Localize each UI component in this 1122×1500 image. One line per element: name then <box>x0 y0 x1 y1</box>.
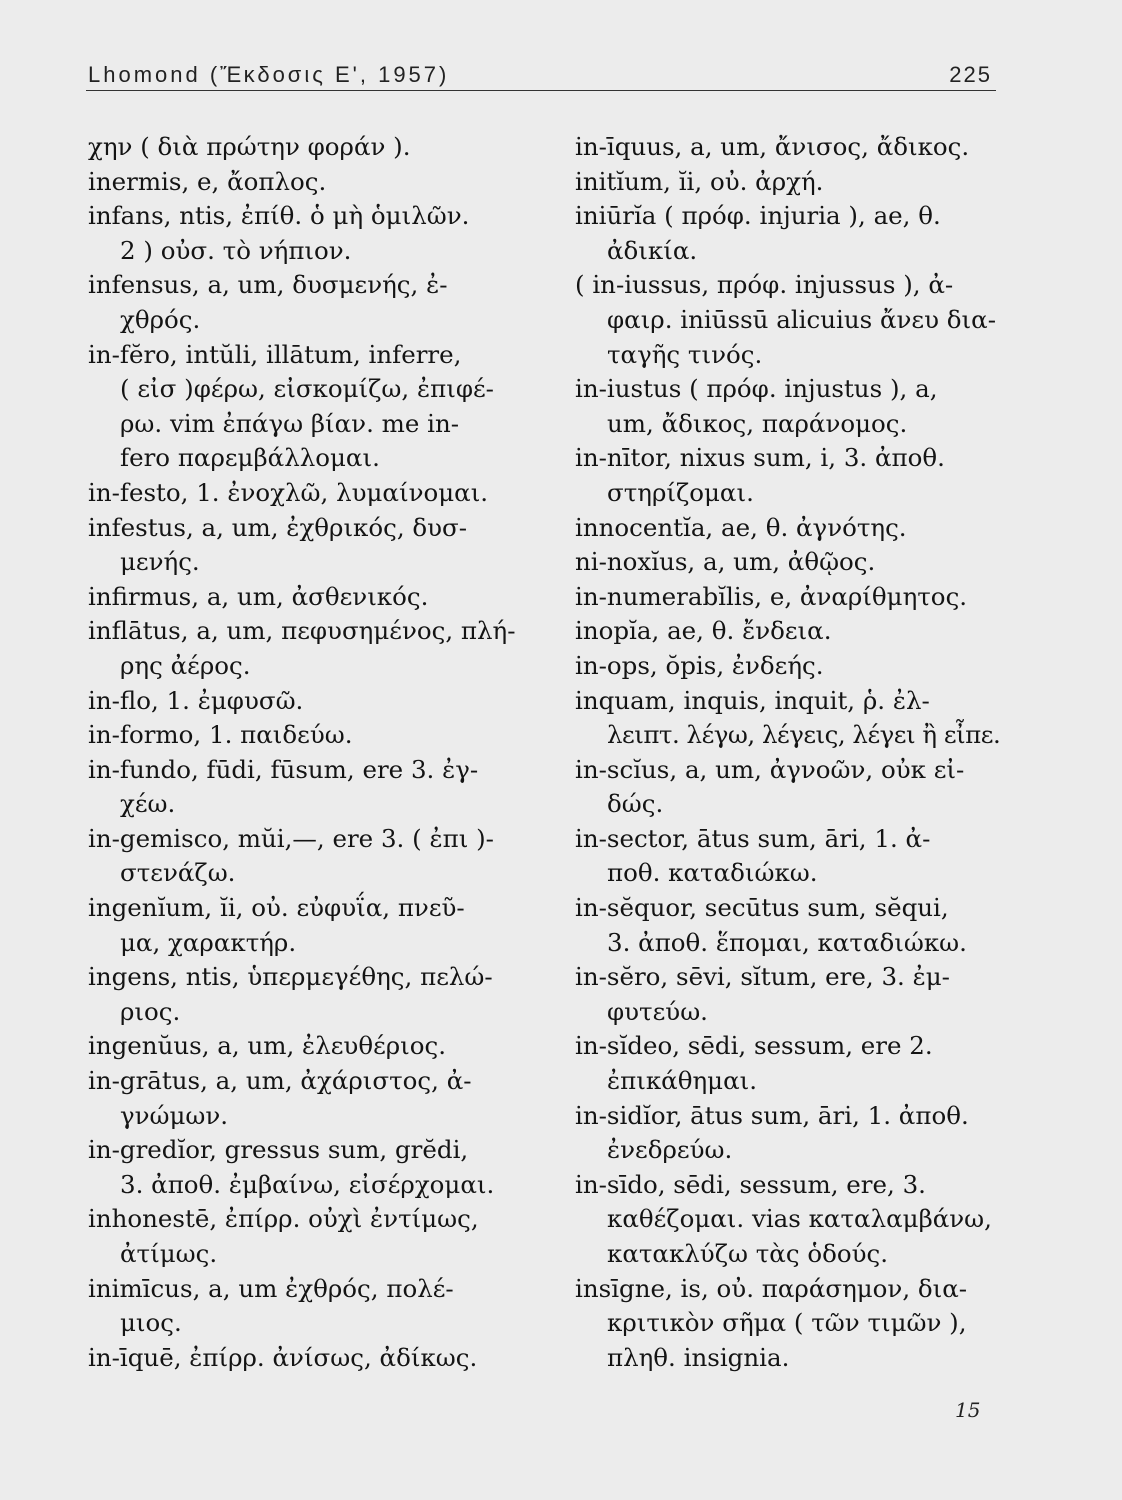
entry-line: ρης ἀέρος. <box>120 650 251 680</box>
entry-line: in-gemisco, mŭi,—, ere 3. ( ἐπι )- <box>88 823 494 853</box>
entry-line: in-īquē, ἐπίρρ. ἀνίσως, ἀδίκως. <box>88 1342 478 1372</box>
entry-line: ingens, ntis, ὑπερμεγέθης, πελώ- <box>88 962 493 992</box>
entry-line: ingenŭus, a, um, ἐλευθέριος. <box>88 1031 447 1061</box>
entry-line: infans, ntis, ἐπίθ. ὁ μὴ ὁμιλῶν. <box>88 201 470 231</box>
entry-line: in-sector, ātus sum, āri, 1. ἀ- <box>575 823 931 853</box>
entry-line: in-grātus, a, um, ἀχάριστος, ἀ- <box>88 1066 472 1096</box>
entry-line: μενής. <box>120 547 200 577</box>
entry-line: στενάζω. <box>120 858 236 888</box>
entry-line: ni-noxĭus, a, um, ἀθῷος. <box>575 547 876 577</box>
entry-line: ριος. <box>120 996 181 1026</box>
entry-line: μα, χαρακτήρ. <box>120 927 297 957</box>
entry-line: in-sĭdeo, sēdi, sessum, ere 2. <box>575 1031 933 1061</box>
entry-line: λειπτ. λέγω, λέγεις, λέγει ἢ εἶπε. <box>607 720 1001 750</box>
entry-line: in-gredĭor, gressus sum, grĕdi, <box>88 1135 469 1165</box>
entry-line: inquam, inquis, inquit, ῥ. ἐλ- <box>575 685 930 715</box>
entry-line: in-īquus, a, um, ἄνισος, ἄδικος. <box>575 132 970 161</box>
entry-line: in-sĕquor, secūtus sum, sĕqui, <box>575 893 949 923</box>
entry-line: κριτικὸν σῆμα ( τῶν τιμῶν ), <box>607 1308 967 1338</box>
running-header <box>86 58 996 91</box>
entry-line: ( in-iussus, πρόφ. injussus ), ἀ- <box>575 270 954 300</box>
left-column <box>88 130 548 1375</box>
entry-line: innocentĭa, ae, θ. ἀγνότης. <box>575 512 907 542</box>
entry-line: 2 ) οὐσ. τὸ νήπιον. <box>120 235 352 265</box>
right-column <box>575 130 1000 1375</box>
entry-line: φαιρ. iniūssū alicuius ἄνευ δια- <box>607 304 996 334</box>
entry-line: ingenĭum, ĭi, οὐ. εὐφυΐα, πνεῦ- <box>88 893 465 923</box>
entry-line: infestus, a, um, ἐχθρικός, δυσ- <box>88 512 468 542</box>
entry-line: in-nītor, nixus sum, i, 3. ἀποθ. <box>575 443 945 473</box>
entry-line: infirmus, a, um, ἀσθενικός. <box>88 581 429 611</box>
entry-line: 3. ἀποθ. ἕπομαι, καταδιώκω. <box>607 927 967 957</box>
entry-line: in-scĭus, a, um, ἀγνοῶν, οὐκ εἰ- <box>575 754 965 784</box>
entry-line: ἐπικάθημαι. <box>607 1066 758 1096</box>
entry-line: ποθ. καταδιώκω. <box>607 858 818 888</box>
entry-line: ἀτίμως. <box>120 1239 218 1268</box>
entry-line: um, ἄδικος, παράνομος. <box>607 408 908 438</box>
entry-line: in-sīdo, sēdi, sessum, ere, 3. <box>575 1169 926 1199</box>
entry-line: 3. ἀποθ. ἐμβαίνω, εἰσέρχομαι. <box>120 1169 495 1199</box>
entry-line: in-numerabĭlis, e, ἀναρίθμητος. <box>575 581 968 611</box>
entry-line: initĭum, ĭi, οὐ. ἀρχή. <box>575 166 824 196</box>
entry-line: ἐνεδρεύω. <box>607 1135 733 1165</box>
entry-line: στηρίζομαι. <box>607 477 754 507</box>
entry-line: in-formo, 1. παιδεύω. <box>88 720 353 750</box>
entry-line: in-sidĭor, ātus sum, āri, 1. ἀποθ. <box>575 1100 969 1130</box>
entry-line: χην ( διὰ πρώτην φοράν ). <box>88 132 411 161</box>
entry-line: in-iustus ( πρόφ. injustus ), a, <box>575 374 938 404</box>
entry-line: in-sĕro, sēvi, sĭtum, ere, 3. ἐμ- <box>575 962 950 992</box>
entry-line: inimīcus, a, um ἐχθρός, πολέ- <box>88 1273 454 1303</box>
header-title: Lhomond (Ἔκδοσις Ε', 1957) <box>88 62 450 87</box>
entry-line: fero παρεμβάλλομαι. <box>120 443 380 473</box>
entry-line: πληθ. insignia. <box>607 1342 790 1372</box>
entry-line: infensus, a, um, δυσμενής, ἐ- <box>88 270 448 300</box>
entry-line: in-flo, 1. ἐμφυσῶ. <box>88 685 304 715</box>
entry-line: insīgne, is, οὐ. παράσημον, δια- <box>575 1273 968 1303</box>
entry-line: γνώμων. <box>120 1100 229 1130</box>
entry-line: χέω. <box>120 789 176 819</box>
entry-line: καθέζομαι. vias καταλαμβάνω, <box>607 1204 992 1234</box>
entry-line: in-festo, 1. ἐνοχλῶ, λυμαίνομαι. <box>88 477 489 507</box>
signature-mark: 15 <box>955 1398 981 1422</box>
entry-line: ρω. vim ἐπάγω βίαν. me in- <box>120 408 460 438</box>
entry-line: in-fĕro, intŭli, illātum, inferre, <box>88 339 462 369</box>
entry-line: inermis, e, ἄοπλος. <box>88 166 327 196</box>
entry-line: ταγῆς τινός. <box>607 339 763 369</box>
entry-line: δώς. <box>607 789 664 819</box>
entry-line: inhonestē, ἐπίρρ. οὐχὶ ἐντίμως, <box>88 1204 479 1234</box>
entry-line: iniūrĭa ( πρόφ. injuria ), ae, θ. <box>575 201 941 231</box>
entry-line: φυτεύω. <box>607 996 708 1026</box>
entry-line: κατακλύζω τὰς ὁδούς. <box>607 1239 888 1268</box>
entry-line: ( εἰσ )φέρω, εἰσκομίζω, ἐπιφέ- <box>120 374 494 404</box>
entry-line: χθρός. <box>120 304 201 334</box>
entry-line: inopĭa, ae, θ. ἔνδεια. <box>575 616 832 646</box>
entry-line: in-ops, ŏpis, ἐνδεής. <box>575 650 824 680</box>
page-number: 225 <box>949 62 992 87</box>
entry-line: ἀδικία. <box>607 235 698 265</box>
entry-line: inflātus, a, um, πεφυσημένος, πλή- <box>88 616 516 646</box>
entry-line: μιος. <box>120 1308 182 1338</box>
entry-line: in-fundo, fūdi, fūsum, ere 3. ἐγ- <box>88 754 479 784</box>
